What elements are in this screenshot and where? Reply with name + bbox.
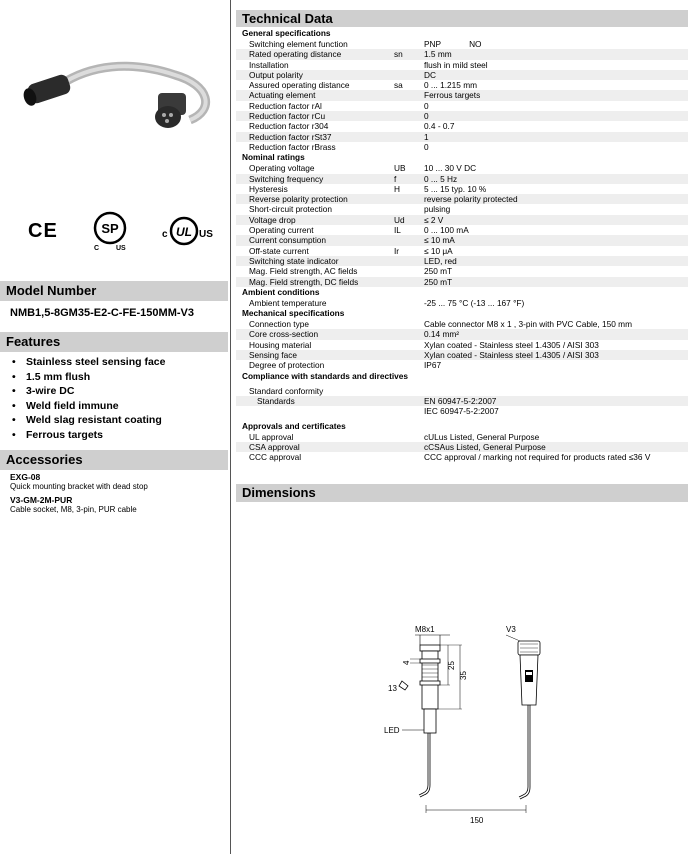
spec-value: [424, 111, 688, 121]
spec-section-title: Approvals and certificates: [242, 420, 346, 431]
spec-value: [424, 246, 688, 256]
spec-row: [236, 90, 688, 100]
spec-row: [236, 49, 688, 59]
spec-row: [236, 442, 688, 452]
spec-symbol: [394, 256, 424, 266]
accessory-code: EXG-08: [10, 472, 41, 482]
spec-symbol: [394, 350, 424, 360]
accessory-description: Quick mounting bracket with dead stop: [10, 482, 148, 491]
spec-section-heading: [236, 152, 688, 163]
spec-symbol: [394, 442, 424, 452]
spec-symbol: H: [394, 183, 400, 194]
features-heading: Features: [0, 332, 228, 352]
spec-label: Degree of protection: [249, 360, 325, 371]
spec-row: [236, 406, 688, 416]
spec-section-heading: [236, 28, 688, 39]
spec-label: Core cross-section: [249, 329, 319, 340]
spec-row: [236, 163, 688, 173]
spec-row: [236, 101, 688, 111]
spec-symbol: [394, 329, 424, 339]
spec-label: Switching element function: [249, 39, 348, 49]
spec-value-text: 1.5 mm: [424, 49, 452, 60]
spec-value-text: Ferrous targets: [424, 90, 481, 101]
spec-value-text: -25 ... 75 °C (-13 ... 167 °F): [424, 297, 525, 308]
spec-symbol: [394, 90, 424, 100]
feature-item: • Stainless steel sensing face: [12, 355, 165, 370]
spec-value-text: 0 ... 100 mA: [424, 225, 469, 236]
spec-label: Hysteresis: [249, 183, 288, 194]
spec-value: [424, 194, 688, 204]
spec-row: [236, 174, 688, 184]
spec-value: [424, 235, 688, 245]
spec-label: Reduction factor rBrass: [249, 141, 336, 152]
spec-row: [236, 452, 688, 462]
spec-row: [236, 80, 688, 90]
spec-row: [236, 319, 688, 329]
spec-symbol: [394, 70, 424, 80]
spec-value: [424, 452, 688, 462]
feature-item: • 3-wire DC: [12, 384, 165, 399]
spec-value-text: 0: [424, 111, 429, 122]
spec-label: Reduction factor rSt37: [249, 131, 332, 142]
technical-data-table: [236, 28, 688, 462]
spec-symbol: [394, 39, 424, 49]
spec-symbol: [394, 386, 424, 396]
dim-wrench-label: 13: [388, 684, 397, 693]
spec-section-title: Nominal ratings: [242, 152, 305, 163]
spec-section-heading: [236, 371, 688, 382]
spec-row: [236, 340, 688, 350]
spec-value-text: 0.14 mm²: [424, 329, 460, 340]
spec-symbol: [394, 121, 424, 131]
spec-row: [236, 194, 688, 204]
accessories-heading: Accessories: [0, 450, 228, 470]
spec-row: [236, 121, 688, 131]
spec-value: [424, 101, 688, 111]
spec-row: [236, 432, 688, 442]
spec-label: Switching frequency: [249, 173, 324, 184]
spec-label: Mag. Field strength, DC fields: [249, 276, 359, 287]
spec-row: [236, 204, 688, 214]
spec-row: [236, 329, 688, 339]
spec-row: [236, 142, 688, 152]
svg-text:C: C: [94, 245, 100, 252]
spec-row: [236, 235, 688, 245]
spec-label: Reverse polarity protection: [249, 194, 348, 205]
spec-row: [236, 225, 688, 235]
spec-value: [424, 298, 688, 308]
spec-symbol: sa: [394, 80, 403, 91]
left-column: [0, 0, 228, 854]
spec-value-text: PNP: [424, 39, 442, 49]
spec-value: [424, 60, 688, 70]
spec-value-text: flush in mild steel: [424, 59, 488, 70]
spec-label: Reduction factor rAl: [249, 100, 322, 111]
svg-text:c: c: [162, 229, 168, 240]
spec-value: [424, 70, 688, 80]
spec-value-text: 0 ... 5 Hz: [424, 173, 458, 184]
spec-value-text: 250 mT: [424, 276, 453, 287]
spec-label: Current consumption: [249, 235, 327, 246]
spec-label: Ambient temperature: [249, 297, 327, 308]
spec-value: [424, 184, 688, 194]
dim-4-label: 4: [402, 660, 411, 665]
spec-label: UL approval: [249, 431, 294, 442]
spec-value: [424, 142, 688, 152]
spec-label: Switching state indicator: [249, 255, 339, 266]
spec-value: [424, 49, 688, 59]
spec-value-text: 5 ... 15 typ. 10 %: [424, 183, 487, 194]
spec-label: Housing material: [249, 339, 312, 350]
spec-value-text: cULus Listed, General Purpose: [424, 431, 540, 442]
feature-item: • Weld field immune: [12, 399, 165, 414]
spec-symbol: [394, 298, 424, 308]
spec-row: [236, 246, 688, 256]
spec-symbol: [394, 142, 424, 152]
spec-value: [424, 80, 688, 90]
spec-label: [236, 406, 394, 416]
spec-symbol: sn: [394, 49, 403, 60]
sensor-product-photo: [0, 55, 228, 145]
spec-value: [424, 256, 688, 266]
spec-value-text: ≤ 10 μA: [424, 245, 453, 256]
spec-symbol: [394, 101, 424, 111]
spec-label: Standards: [257, 395, 295, 406]
spec-row: [236, 256, 688, 266]
spec-value: [424, 350, 688, 360]
dimensions-heading: Dimensions: [236, 484, 688, 502]
spec-label: CCC approval: [249, 452, 302, 463]
wrench-icon: [399, 681, 408, 690]
model-number-heading: Model Number: [0, 281, 228, 301]
spec-label: Installation: [249, 59, 289, 70]
spec-value: [424, 39, 688, 49]
svg-text:US: US: [116, 245, 126, 252]
dim-35-label: 35: [459, 671, 468, 680]
spec-label: Actuating element: [249, 90, 316, 101]
spec-value: [424, 319, 688, 329]
spec-label: Mag. Field strength, AC fields: [249, 266, 358, 277]
spec-row: [236, 184, 688, 194]
spec-value: [424, 204, 688, 214]
spec-section-title: Mechanical specifications: [242, 308, 345, 319]
spec-label: Reduction factor r304: [249, 121, 329, 132]
spec-symbol: [394, 204, 424, 214]
spec-value: [424, 277, 688, 287]
spec-value-secondary: NO: [469, 39, 482, 49]
spec-label: Assured operating distance: [249, 80, 350, 91]
svg-text:SP: SP: [101, 221, 119, 236]
spec-value: [424, 386, 688, 396]
spec-value: [424, 396, 688, 406]
spec-label: Rated operating distance: [249, 49, 342, 60]
spec-value-text: 0 ... 1.215 mm: [424, 80, 478, 91]
spec-label: Reduction factor rCu: [249, 111, 326, 122]
spec-symbol: IL: [394, 225, 401, 236]
spec-row: [236, 39, 688, 49]
ce-mark-icon: CE: [28, 220, 58, 242]
spec-value-text: ≤ 2 V: [424, 214, 444, 225]
spec-label: Operating current: [249, 225, 314, 236]
spec-value: [424, 121, 688, 131]
spec-value-text: 250 mT: [424, 266, 453, 277]
spec-symbol: [394, 340, 424, 350]
spec-symbol: [394, 277, 424, 287]
spec-row: [236, 215, 688, 225]
feature-item: • Weld slag resistant coating: [12, 413, 165, 428]
spec-label: Standard conformity: [249, 385, 324, 396]
spec-value-text: EN 60947-5-2:2007: [424, 395, 497, 406]
spec-value-text: 0: [424, 100, 429, 111]
spec-value-text: Xylan coated - Stainless steel 1.4305 / AISI 303: [424, 339, 599, 350]
model-number: NMB1,5-8GM35-E2-C-FE-150MM-V3: [10, 307, 194, 319]
csa-mark-icon: [90, 210, 130, 252]
spec-value-text: 0.4 - 0.7: [424, 121, 455, 132]
spec-symbol: [394, 60, 424, 70]
spec-symbol: [394, 132, 424, 142]
spec-value-text: IEC 60947-5-2:2007: [424, 406, 499, 417]
spec-row: [236, 360, 688, 370]
spec-row: [236, 277, 688, 287]
spec-value-text: Xylan coated - Stainless steel 1.4305 / AISI 303: [424, 350, 599, 361]
spec-symbol: [394, 452, 424, 462]
dim-25-label: 25: [447, 661, 456, 670]
spec-value: [424, 132, 688, 142]
svg-text:US: US: [199, 229, 213, 240]
spec-row: [236, 60, 688, 70]
cul-us-mark-icon: [162, 213, 222, 249]
spec-row: [236, 298, 688, 308]
spec-symbol: [394, 235, 424, 245]
spec-symbol: Ir: [394, 245, 400, 256]
spec-row: [236, 350, 688, 360]
spec-section-title: Ambient conditions: [242, 286, 320, 297]
spec-value-text: 10 ... 30 V DC: [424, 163, 477, 174]
spec-row: [236, 70, 688, 80]
spec-label: CSA approval: [249, 441, 300, 452]
spec-label: Off-state current: [249, 245, 309, 256]
spec-value-text: CCC approval / marking not required for products rated ≤36 V: [424, 452, 651, 463]
spec-value-text: DC: [424, 69, 436, 80]
features-list: [12, 355, 165, 443]
spec-section-heading: [236, 308, 688, 319]
accessories-list: [10, 472, 148, 515]
spec-value-text: 0: [424, 141, 429, 152]
spec-value: [424, 406, 688, 416]
spec-symbol: [394, 266, 424, 276]
spec-value-text: 1: [424, 131, 429, 142]
spec-value: [424, 266, 688, 276]
spec-value-text: reverse polarity protected: [424, 194, 518, 205]
dim-thread-label: M8x1: [415, 625, 435, 634]
spec-symbol: [394, 406, 424, 416]
spec-section-heading: [236, 421, 688, 432]
dimensions-drawing: [380, 615, 560, 830]
svg-text:UL: UL: [176, 225, 192, 239]
spec-value: [424, 360, 688, 370]
spec-value-text: LED, red: [424, 255, 457, 266]
spec-symbol: [394, 432, 424, 442]
spec-row: [236, 386, 688, 396]
spec-value: [424, 215, 688, 225]
spec-value: [424, 329, 688, 339]
spec-symbol: [394, 396, 424, 406]
technical-data-heading: Technical Data: [236, 10, 688, 27]
spec-symbol: Ud: [394, 214, 405, 225]
spec-row: [236, 396, 688, 406]
spec-value-text: ≤ 10 mA: [424, 235, 455, 246]
spec-value: [424, 432, 688, 442]
spec-value: [424, 442, 688, 452]
spec-value: [424, 174, 688, 184]
spec-value-text: IP67: [424, 360, 442, 371]
spec-row: [236, 111, 688, 121]
spec-symbol: UB: [394, 163, 406, 174]
spec-section-title: Compliance with standards and directives: [242, 370, 408, 381]
spec-section-heading: [236, 287, 688, 298]
spec-label: Voltage drop: [249, 214, 296, 225]
dim-led-label: LED: [384, 726, 400, 735]
dim-cable-length-label: 150: [470, 816, 484, 825]
certification-logos: [0, 208, 228, 258]
dim-connector-label: V3: [506, 625, 516, 634]
spec-symbol: [394, 319, 424, 329]
spec-value: [424, 90, 688, 100]
spec-value-text: cCSAus Listed, General Purpose: [424, 441, 546, 452]
spec-value: [424, 340, 688, 350]
column-divider: [230, 0, 231, 854]
spec-symbol: [394, 194, 424, 204]
spec-label: Sensing face: [249, 350, 297, 361]
spec-label: Connection type: [249, 319, 309, 330]
spec-symbol: [394, 111, 424, 121]
spec-value-text: pulsing: [424, 204, 451, 215]
spec-value-text: Cable connector M8 x 1 , 3-pin with PVC Cable, 150 mm: [424, 319, 632, 330]
spec-symbol: f: [394, 173, 397, 184]
spec-value: [424, 163, 688, 173]
spec-row: [236, 132, 688, 142]
accessory-description: Cable socket, M8, 3-pin, PUR cable: [10, 505, 137, 514]
feature-item: • 1.5 mm flush: [12, 370, 165, 385]
spec-symbol: [394, 360, 424, 370]
spec-label: Output polarity: [249, 69, 303, 80]
accessory-code: V3-GM-2M-PUR: [10, 495, 73, 505]
spec-value: [424, 225, 688, 235]
spec-row: [236, 266, 688, 276]
spec-label: Operating voltage: [249, 163, 315, 174]
spec-section-title: General specifications: [242, 28, 331, 38]
spec-label: Short-circuit protection: [249, 204, 333, 215]
feature-item: • Ferrous targets: [12, 428, 165, 443]
